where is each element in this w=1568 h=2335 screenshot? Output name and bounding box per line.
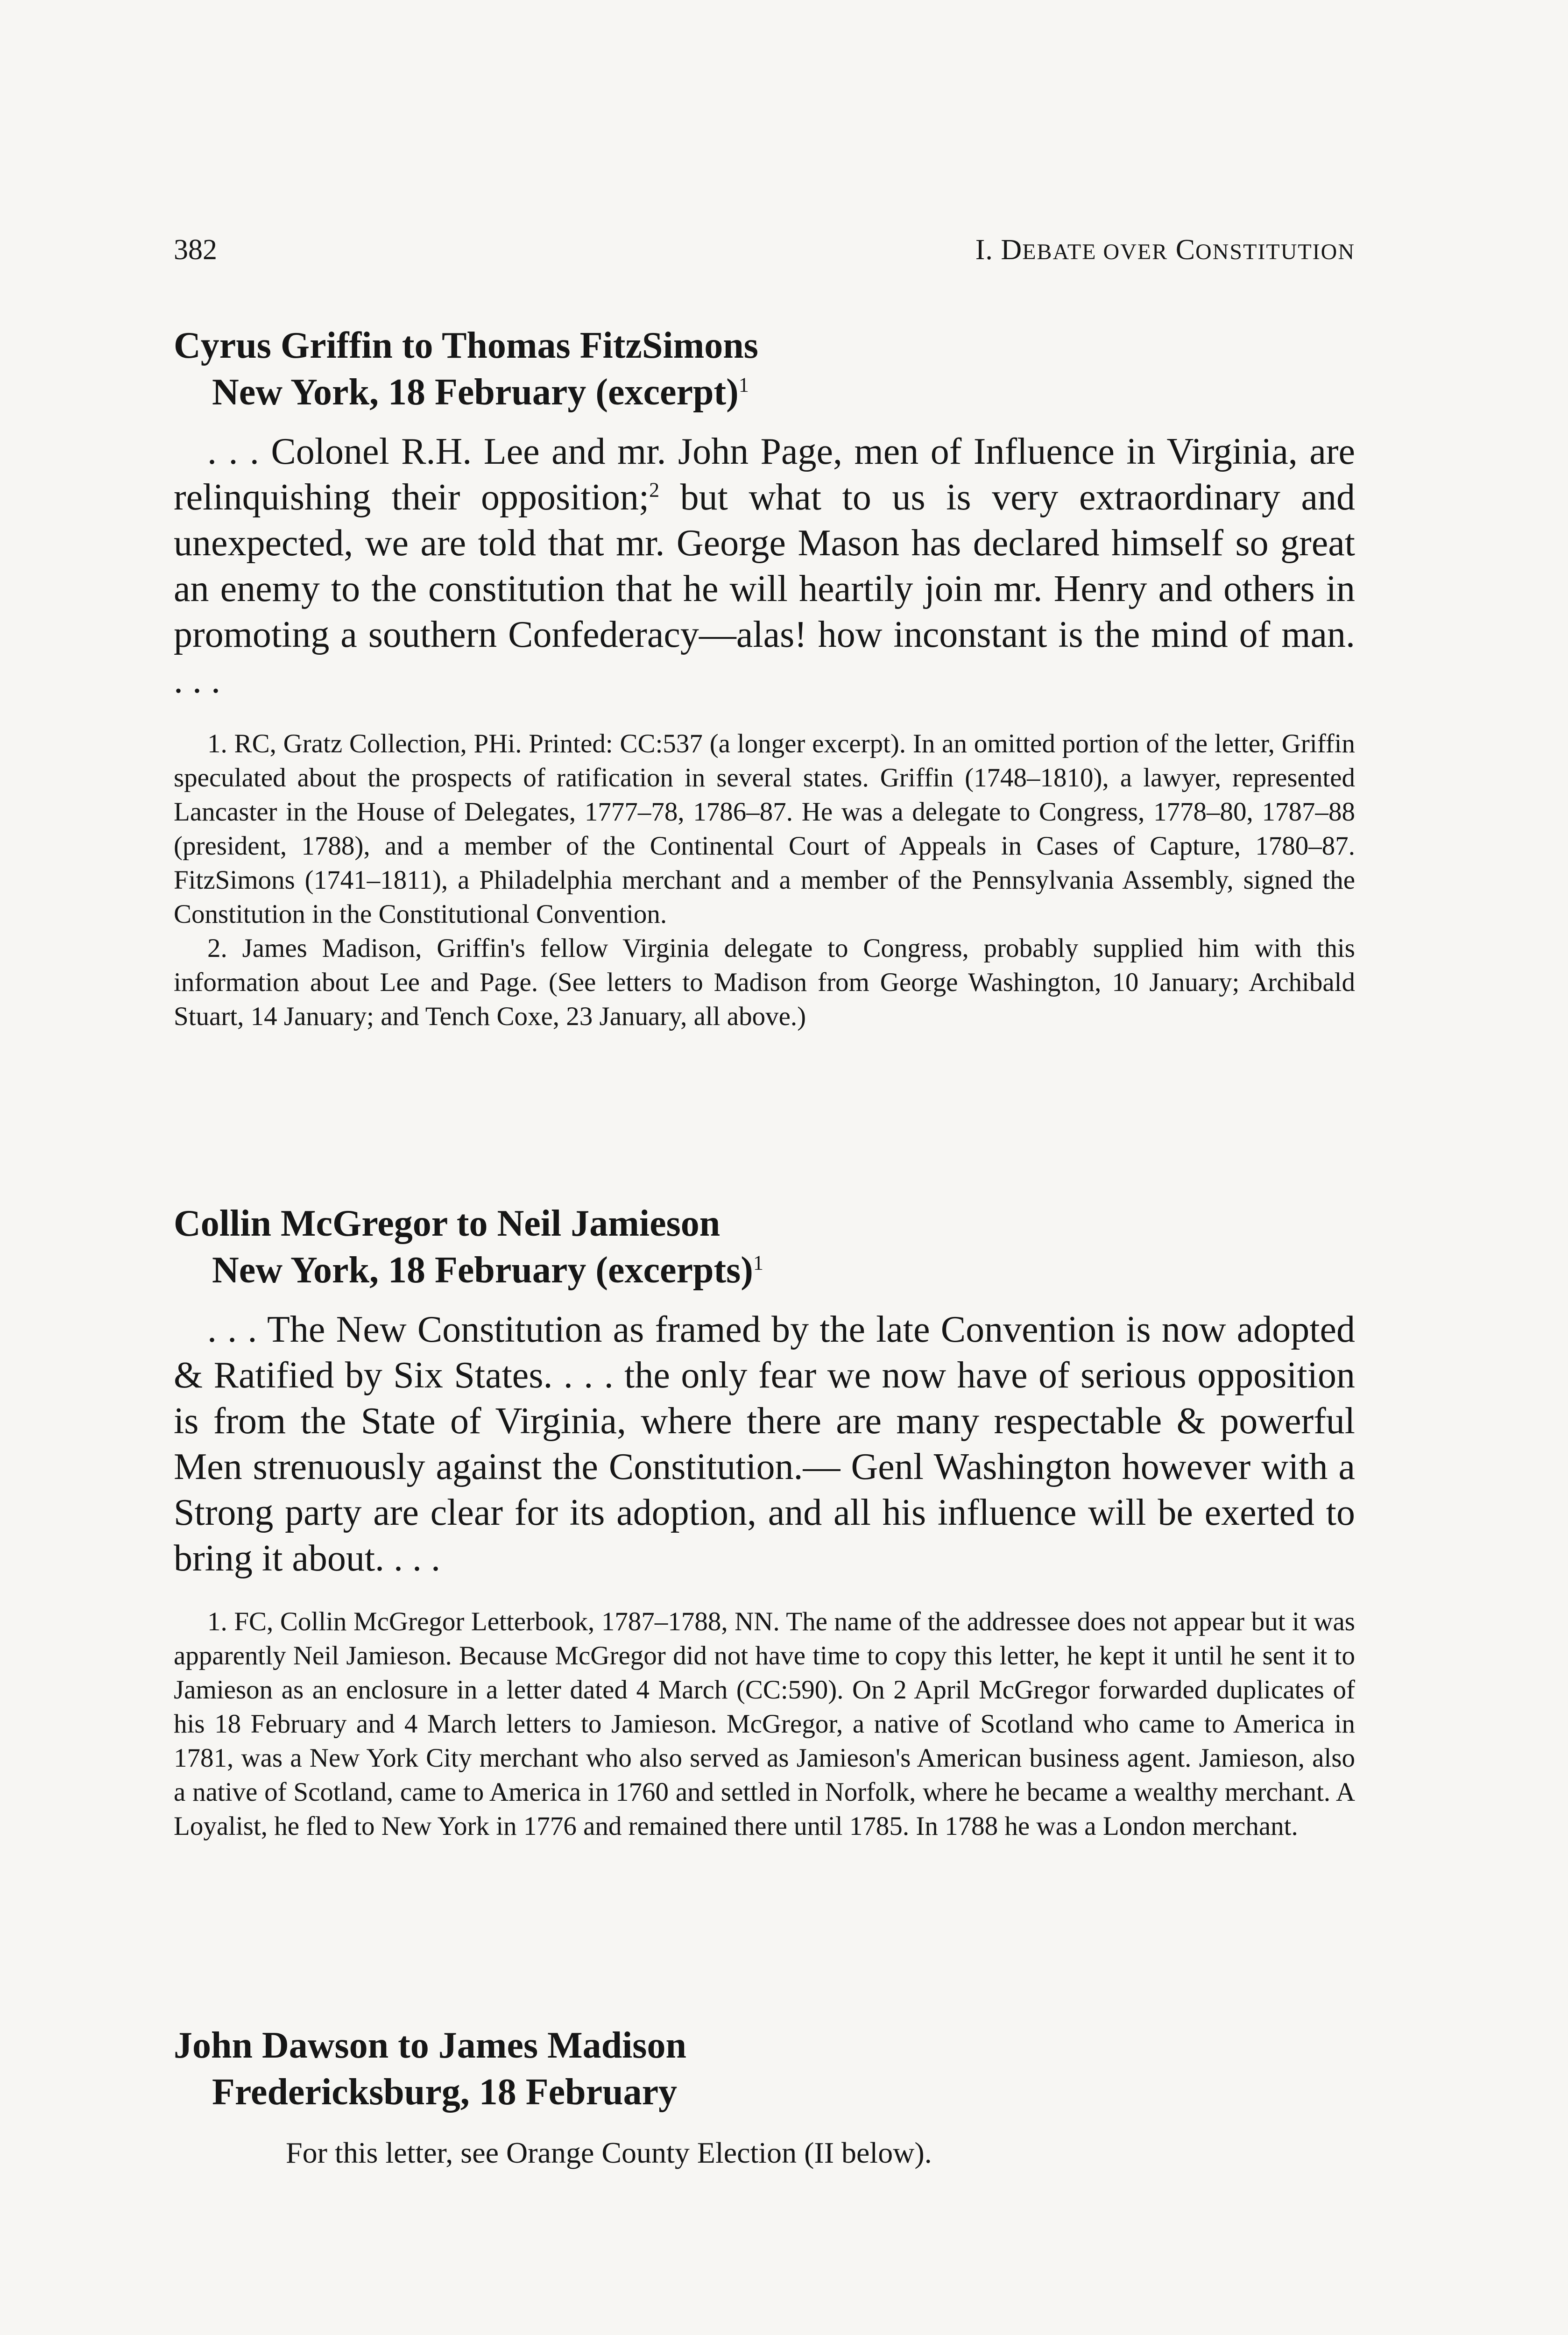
document-title-line2: Fredericksburg, 18 February <box>212 2072 678 2113</box>
document-griffin-to-fitzsimons <box>174 322 1355 1033</box>
cross-reference-note: For this letter, see Orange County Election (II below). <box>286 2136 932 2169</box>
footnote-ref: 1 <box>738 373 749 396</box>
document-title-line1: Cyrus Griffin to Thomas FitzSimons <box>174 325 758 366</box>
document-body: . . . The New Constitution as framed by the late Convention is now adopted & Ratified by Six States. . . . the only fear we now have of serious opposition is from the State of Virginia, where there are many respectable & powerful Men strenuously against the Constitution.— Genl Washington however with a Strong party are clear for its adoption, and all his influence will be exerted to bring it about. . . . <box>174 1309 1355 1579</box>
footnotes <box>174 727 1355 1033</box>
book-page <box>174 234 1355 2169</box>
running-head <box>174 234 1355 285</box>
running-title: I. DEBATE OVER CONSTITUTION <box>975 234 1355 266</box>
footnotes <box>174 1605 1355 1843</box>
document-mcgregor-to-jamieson <box>174 1200 1355 1843</box>
page-number: 382 <box>174 234 217 266</box>
footnote-1: 1. RC, Gratz Collection, PHi. Printed: CC:537 (a longer excerpt). In an omitted portion of the letter, Griffin speculated about the prospects of ratification in several states. Griffin (1748–1810), a lawyer, represented Lancaster in the House of Delegates, 1777–78, 1786–87. He was a delegate to Congress, 1778–80, 1787–88 (president, 1788), and a member of the Continental Court of Appeals in Cases of Capture, 1780–87. FitzSimons (1741–1811), a Philadelphia merchant and a member of the Pennsylvania Assembly, signed the Constitution in the Constitutional Convention. <box>174 729 1355 929</box>
footnote-ref: 1 <box>753 1251 763 1274</box>
document-title <box>174 1200 1355 1294</box>
document-dawson-to-madison <box>174 2022 1355 2172</box>
document-body: . . . Colonel R.H. Lee and mr. John Page, men of Influence in Virginia, are relinquishing their opposition;$^2$ but what to us is very extraordinary and unexpected, we are told that mr. George Mason has declared himself so great an enemy to the constitution that he will heartily join mr. Henry and others in promoting a southern Confederacy—alas! how inconstant is the mind of man. . . . <box>174 431 1355 701</box>
document-title-line2: New York, 18 February (excerpt)$^1$ <box>212 372 749 413</box>
document-title <box>174 322 1355 416</box>
document-title-line2: New York, 18 February (excerpts)$^1$ <box>212 1250 763 1291</box>
document-title-line1: John Dawson to James Madison <box>174 2025 686 2066</box>
document-title <box>174 2022 1355 2116</box>
document-title-line1: Collin McGregor to Neil Jamieson <box>174 1203 720 1244</box>
footnote-1: 1. FC, Collin McGregor Letterbook, 1787–1788, NN. The name of the addressee does not appear but it was apparently Neil Jamieson. Because McGregor did not have time to copy this letter, he kept it until he sent it to Jamieson as an enclosure in a letter dated 4 March (CC:590). On 2 April McGregor forwarded duplicates of his 18 February and 4 March letters to Jamieson. McGregor, a native of Scotland who came to America in 1781, was a New York City merchant who also served as Jamieson's American business agent. Jamieson, also a native of Scotland, came to America in 1760 and settled in Norfolk, where he became a wealthy merchant. A Loyalist, he fled to New York in 1776 and remained there until 1785. In 1788 he was a London merchant. <box>174 1607 1355 1841</box>
footnote-2: 2. James Madison, Griffin's fellow Virginia delegate to Congress, probably supplied him with this information about Lee and Page. (See letters to Madison from George Washington, 10 January; Archibald Stuart, 14 January; and Tench Coxe, 23 January, all above.) <box>174 934 1355 1031</box>
footnote-ref: 2 <box>649 478 660 502</box>
